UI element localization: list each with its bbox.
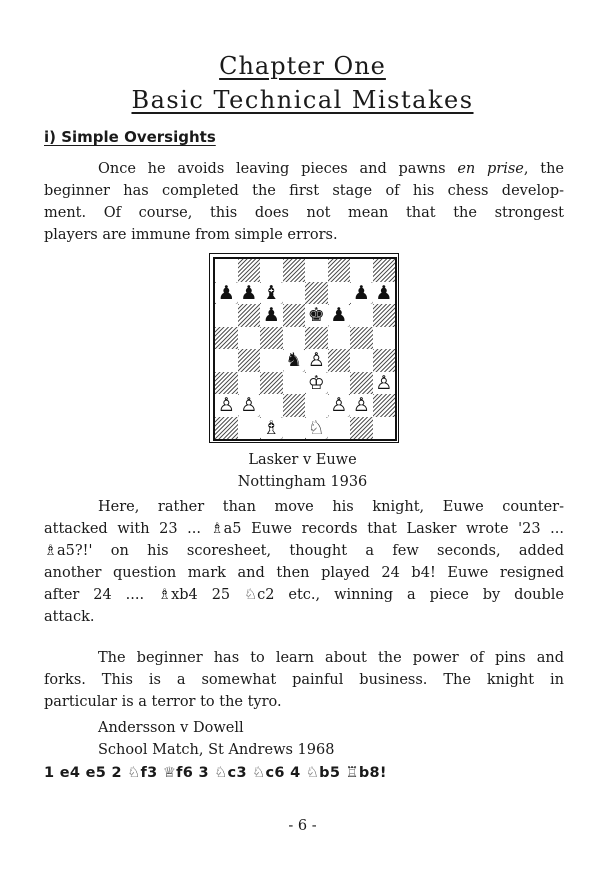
board-square-c3	[260, 372, 283, 395]
board-square-f5	[328, 327, 351, 350]
board-square-d3	[283, 372, 306, 395]
white-pawn-icon: ♙	[328, 394, 351, 417]
board-square-d1	[283, 417, 306, 440]
board-square-e2	[305, 394, 328, 417]
chess-diagram	[213, 257, 397, 441]
white-bishop-icon: ♗	[260, 417, 283, 440]
paragraph-line: ♗a5?!' on his scoresheet, thought a few seconds, added	[44, 543, 564, 559]
board-square-h4	[373, 349, 396, 372]
board-square-b8	[238, 259, 261, 282]
board-square-b3	[238, 372, 261, 395]
paragraph-line: beginner has completed the first stage of his chess develop-	[44, 183, 564, 199]
board-square-h5	[373, 327, 396, 350]
white-pawn-icon: ♙	[375, 371, 393, 394]
board-square-d6	[283, 304, 306, 327]
board-square-f4	[328, 349, 351, 372]
board-square-d8	[283, 259, 306, 282]
board-square-e8	[305, 259, 328, 282]
white-pawn-icon: ♙	[217, 394, 235, 416]
board-square-c2	[260, 394, 283, 417]
paragraph-line: The beginner has to learn about the power of pins and	[98, 650, 564, 666]
game-moves: 1 e4 e5 2 ♘f3 ♕f6 3 ♘c3 ♘c6 4 ♘b5 ♖b8!	[44, 765, 387, 781]
board-square-g4	[350, 349, 373, 372]
game-players: Andersson v Dowell	[98, 720, 244, 736]
black-knight-icon: ♞	[283, 349, 306, 372]
board-square-g5	[350, 327, 373, 350]
section-title: i) Simple Oversights	[44, 128, 216, 146]
board-square-h2	[373, 394, 396, 417]
paragraph-line: attacked with 23 ... ♗a5 Euwe records that Lasker wrote '23 ...	[44, 521, 564, 537]
board-square-h1	[373, 417, 396, 440]
board-square-d5	[283, 327, 306, 350]
board-square-b4	[238, 349, 261, 372]
black-pawn-icon: ♟	[262, 304, 280, 326]
italic-term: en prise	[457, 161, 524, 177]
white-knight-icon: ♘	[305, 417, 328, 440]
black-pawn-icon: ♟	[215, 282, 238, 305]
board-square-h6	[373, 304, 396, 327]
board-square-f7	[328, 282, 351, 305]
board-square-d2	[283, 394, 306, 417]
board-square-g8	[350, 259, 373, 282]
paragraph-line: ment. Of course, this does not mean that the strongest	[44, 205, 564, 221]
white-king-icon: ♔	[305, 372, 328, 395]
board-square-e5	[305, 327, 328, 350]
paragraph-line: Once he avoids leaving pieces and pawns en prise, the	[98, 161, 564, 177]
board-square-a5	[215, 327, 238, 350]
paragraph-line: Here, rather than move his knight, Euwe counter-	[98, 499, 564, 515]
board-square-g6	[350, 304, 373, 327]
paragraph-pins-forks	[44, 647, 564, 713]
paragraph-line: another question mark and then played 24 b4! Euwe resigned	[44, 565, 564, 581]
paragraph-line: attack.	[44, 609, 95, 625]
black-pawn-icon: ♟	[328, 304, 351, 327]
board-square-c8	[260, 259, 283, 282]
paragraph-line: forks. This is a somewhat painful business. The knight in	[44, 672, 564, 688]
black-bishop-icon: ♝	[260, 282, 283, 305]
board-square-b1	[238, 417, 261, 440]
board-square-g1	[350, 417, 373, 440]
board-square-h8	[373, 259, 396, 282]
board-square-b5	[238, 327, 261, 350]
paragraph-analysis	[44, 496, 564, 628]
paragraph-line: players are immune from simple errors.	[44, 227, 338, 243]
paragraph-line: particular is a terror to the tyro.	[44, 694, 282, 710]
board-square-a6	[215, 304, 238, 327]
board-square-a3	[215, 372, 238, 395]
board-square-g3	[350, 372, 373, 395]
black-pawn-icon: ♟	[350, 282, 373, 305]
board-square-b6	[238, 304, 261, 327]
black-king-icon: ♚	[307, 304, 325, 326]
board-square-e7	[305, 282, 328, 305]
diagram-caption-event: Nottingham 1936	[237, 474, 368, 490]
paragraph-line: after 24 .... ♗xb4 25 ♘c2 etc., winning a piece by double	[44, 587, 564, 603]
board-square-c5	[260, 327, 283, 350]
board-square-a4	[215, 349, 238, 372]
chess-board	[215, 259, 395, 439]
chapter-number: Chapter One	[219, 52, 386, 80]
board-square-a8	[215, 259, 238, 282]
white-pawn-icon: ♙	[238, 394, 261, 417]
diagram-caption-players: Lasker v Euwe	[248, 452, 357, 468]
white-pawn-icon: ♙	[352, 394, 370, 416]
board-square-f3	[328, 372, 351, 395]
board-square-a1	[215, 417, 238, 440]
paragraph-intro	[44, 158, 564, 246]
board-square-f8	[328, 259, 351, 282]
chapter-title: Basic Technical Mistakes	[131, 86, 474, 114]
board-square-f1	[328, 417, 351, 440]
black-pawn-icon: ♟	[375, 281, 393, 304]
black-pawn-icon: ♟	[240, 281, 258, 304]
white-pawn-icon: ♙	[307, 349, 325, 371]
board-square-d7	[283, 282, 306, 305]
board-square-c4	[260, 349, 283, 372]
game-event: School Match, St Andrews 1968	[98, 742, 335, 758]
page-number: - 6 -	[288, 818, 317, 834]
